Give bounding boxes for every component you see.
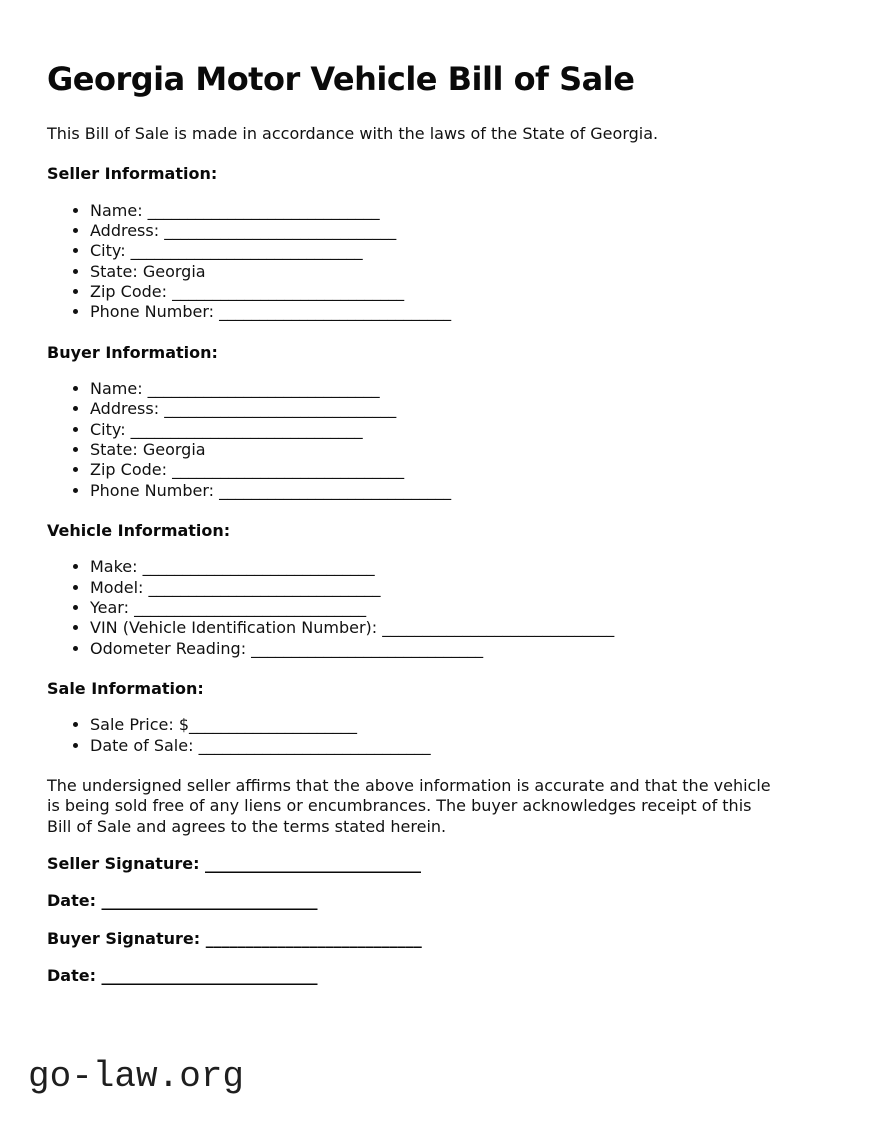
- section-heading-sale: Sale Information:: [47, 678, 204, 698]
- field-buyer-zip: • Zip Code: _____________________________: [90, 460, 819, 480]
- field-buyer-name: • Name: _____________________________: [90, 379, 819, 399]
- section-heading-buyer: Buyer Information:: [47, 342, 218, 362]
- field-seller-phone: • Phone Number: _____________________________: [90, 302, 819, 322]
- field-vehicle-model: • Model: _____________________________: [90, 578, 819, 598]
- field-buyer-state: • State: Georgia: [90, 440, 819, 460]
- buyer-field-list: [47, 379, 819, 501]
- affirmation-line: is being sold free of any liens or encumbrances. The buyer acknowledges receipt of this: [47, 796, 752, 816]
- seller-signature-date-line: Date: ___________________________: [47, 891, 318, 911]
- seller-field-list: [47, 201, 819, 323]
- field-vehicle-odometer: • Odometer Reading: _____________________________: [90, 639, 819, 659]
- buyer-signature-line: Buyer Signature: ___________________________: [47, 928, 422, 948]
- intro-text: This Bill of Sale is made in accordance with the laws of the State of Georgia.: [47, 124, 659, 143]
- field-seller-city: • City: _____________________________: [90, 241, 819, 261]
- affirmation-paragraph: [47, 776, 819, 837]
- affirmation-line: The undersigned seller affirms that the above information is accurate and that the vehicle: [47, 775, 771, 795]
- field-buyer-address: • Address: _____________________________: [90, 399, 819, 419]
- section-heading-vehicle: Vehicle Information:: [47, 520, 231, 540]
- field-seller-name: • Name: _____________________________: [90, 201, 819, 221]
- field-vehicle-make: • Make: _____________________________: [90, 557, 819, 577]
- footer-site-name: go-law.org: [28, 1056, 245, 1097]
- page-title: Georgia Motor Vehicle Bill of Sale: [47, 60, 635, 98]
- field-seller-zip: • Zip Code: _____________________________: [90, 282, 819, 302]
- seller-signature-line: Seller Signature: ___________________________: [47, 853, 422, 873]
- field-sale-date: • Date of Sale: _____________________________: [90, 736, 819, 756]
- vehicle-field-list: [47, 557, 819, 659]
- field-seller-address: • Address: _____________________________: [90, 221, 819, 241]
- field-seller-state: • State: Georgia: [90, 262, 819, 282]
- buyer-signature-date-line: Date: ___________________________: [47, 965, 318, 985]
- field-buyer-city: • City: _____________________________: [90, 420, 819, 440]
- section-heading-seller: Seller Information:: [47, 164, 218, 184]
- sale-field-list: [47, 715, 819, 756]
- field-sale-price: • Sale Price: $_____________________: [90, 715, 819, 735]
- affirmation-line: Bill of Sale and agrees to the terms stated herein.: [47, 816, 447, 836]
- field-vehicle-year: • Year: _____________________________: [90, 598, 819, 618]
- field-vehicle-vin: • VIN (Vehicle Identification Number): _____________________________: [90, 618, 819, 638]
- field-buyer-phone: • Phone Number: _____________________________: [90, 481, 819, 501]
